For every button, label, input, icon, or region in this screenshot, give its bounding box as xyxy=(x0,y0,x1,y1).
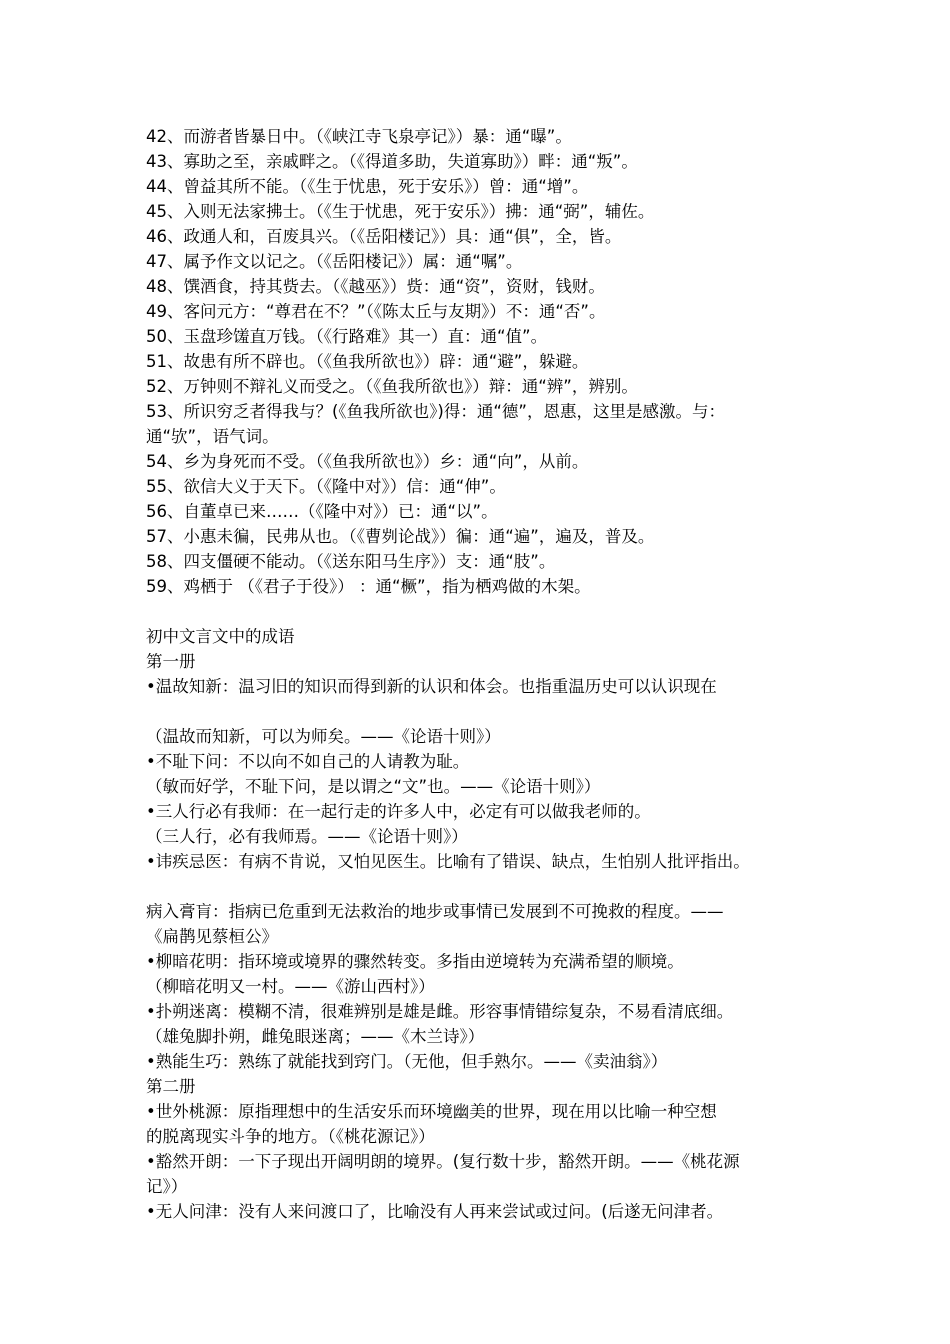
text-line: 42、而游者皆暴日中。（《峡江寺飞泉亭记》）暴：通“曝”。 xyxy=(146,127,572,146)
text-line: 51、故患有所不辟也。（《鱼我所欲也》）辟：通“避”，躲避。 xyxy=(146,352,589,371)
idiom-source: （三人行，必有我师焉。——《论语十则》） xyxy=(146,827,468,846)
section-title: 初中文言文中的成语 xyxy=(146,627,295,646)
text-line: 48、馔酒食，持其赀去。（《越巫》）赀：通“资”，资财，钱财。 xyxy=(146,277,605,296)
idiom-entry: •世外桃源：原指理想中的生活安乐而环境幽美的世界，现在用以比喻一种空想 xyxy=(146,1102,717,1121)
text-line: 43、寡助之至，亲戚畔之。（《得道多助，失道寡助》）畔：通“叛”。 xyxy=(146,152,638,171)
blank-line xyxy=(146,599,816,624)
text-line: 55、欲信大义于天下。（《隆中对》）信：通“伸”。 xyxy=(146,477,506,496)
text-line: 52、万钟则不辩礼义而受之。（《鱼我所欲也》）辩：通“辨”，辨别。 xyxy=(146,377,638,396)
text-line: 56、自董卓已来……（《隆中对》）已：通“以”。 xyxy=(146,502,498,521)
idiom-source: 的脱离现实斗争的地方。（《桃花源记》） xyxy=(146,1127,435,1146)
text-line: 47、属予作文以记之。（《岳阳楼记》）属：通“嘱”。 xyxy=(146,252,523,271)
idiom-source: （温故而知新，可以为师矣。——《论语十则》） xyxy=(146,727,501,746)
idiom-entry: •讳疾忌医：有病不肯说，又怕见医生。比喻有了错误、缺点，生怕别人批评指出。 xyxy=(146,852,750,871)
text-line: 58、四支僵硬不能动。（《送东阳马生序》）支：通“肢”。 xyxy=(146,552,556,571)
volume-heading: 第一册 xyxy=(146,652,196,671)
idiom-entry: •无人问津：没有人来问渡口了，比喻没有人再来尝试或过问。(后遂无问津者。 xyxy=(146,1202,724,1221)
idiom-source: 《扁鹊见蔡桓公》 xyxy=(146,927,278,946)
idiom-entry: 病入膏肓：指病已危重到无法救治的地步或事情已发展到不可挽救的程度。—— xyxy=(146,902,724,921)
text-line: 53、所识穷乏者得我与？(《鱼我所欲也》)得：通“德”，恩惠，这里是感激。与： xyxy=(146,402,725,421)
idiom-entry: •不耻下问：不以向不如自己的人请教为耻。 xyxy=(146,752,470,771)
idiom-source: （柳暗花明又一村。——《游山西村》） xyxy=(146,977,435,996)
idiom-entry: •柳暗花明：指环境或境界的骤然转变。多指由逆境转为充满希望的顺境。 xyxy=(146,952,684,971)
text-line: 44、曾益其所不能。（《生于忧患，死于安乐》）曾：通“增”。 xyxy=(146,177,589,196)
idiom-source: （敏而好学，不耻下问，是以谓之“文”也。——《论语十则》） xyxy=(146,777,601,796)
text-line: 49、客问元方：“尊君在不？”（《陈太丘与友期》）不：通“否”。 xyxy=(146,302,606,321)
text-line: 59、鸡栖于 （《君子于役》） ：通“橛”，指为栖鸡做的木架。 xyxy=(146,577,591,596)
idiom-entry: •熟能生巧：熟练了就能找到窍门。（无他，但手熟尔。——《卖油翁》） xyxy=(146,1052,668,1071)
text-line: 54、乡为身死而不受。（《鱼我所欲也》）乡：通“向”，从前。 xyxy=(146,452,589,471)
idiom-entry: •豁然开朗：一下子现出开阔明朗的境界。(复行数十步，豁然开朗。——《桃花源 xyxy=(146,1152,740,1171)
idiom-entry: •三人行必有我师：在一起行走的许多人中，必定有可以做我老师的。 xyxy=(146,802,651,821)
document-page xyxy=(146,124,816,1224)
idiom-entry: •扑朔迷离：模糊不清，很难辨别是雄是雌。形容事情错综复杂，不易看清底细。 xyxy=(146,1002,734,1021)
idiom-source: （雄兔脚扑朔，雌兔眼迷离；——《木兰诗》） xyxy=(146,1027,485,1046)
idiom-source: 记》） xyxy=(146,1177,188,1196)
blank-line xyxy=(146,874,816,899)
volume-heading: 第二册 xyxy=(146,1077,196,1096)
text-line: 45、入则无法家拂士。（《生于忧患，死于安乐》）拂：通“弼”，辅佐。 xyxy=(146,202,655,221)
text-line: 57、小惠未徧，民弗从也。（《曹刿论战》）徧：通“遍”，遍及，普及。 xyxy=(146,527,655,546)
blank-line xyxy=(146,699,816,724)
text-line: 通“欤”，语气词。 xyxy=(146,427,279,446)
idiom-entry: •温故知新：温习旧的知识而得到新的认识和体会。也指重温历史可以认识现在 xyxy=(146,677,717,696)
text-line: 46、政通人和，百废具兴。（《岳阳楼记》）具：通“俱”，全，皆。 xyxy=(146,227,622,246)
text-line: 50、玉盘珍馐直万钱。（《行路难》其一）直：通“值”。 xyxy=(146,327,548,346)
